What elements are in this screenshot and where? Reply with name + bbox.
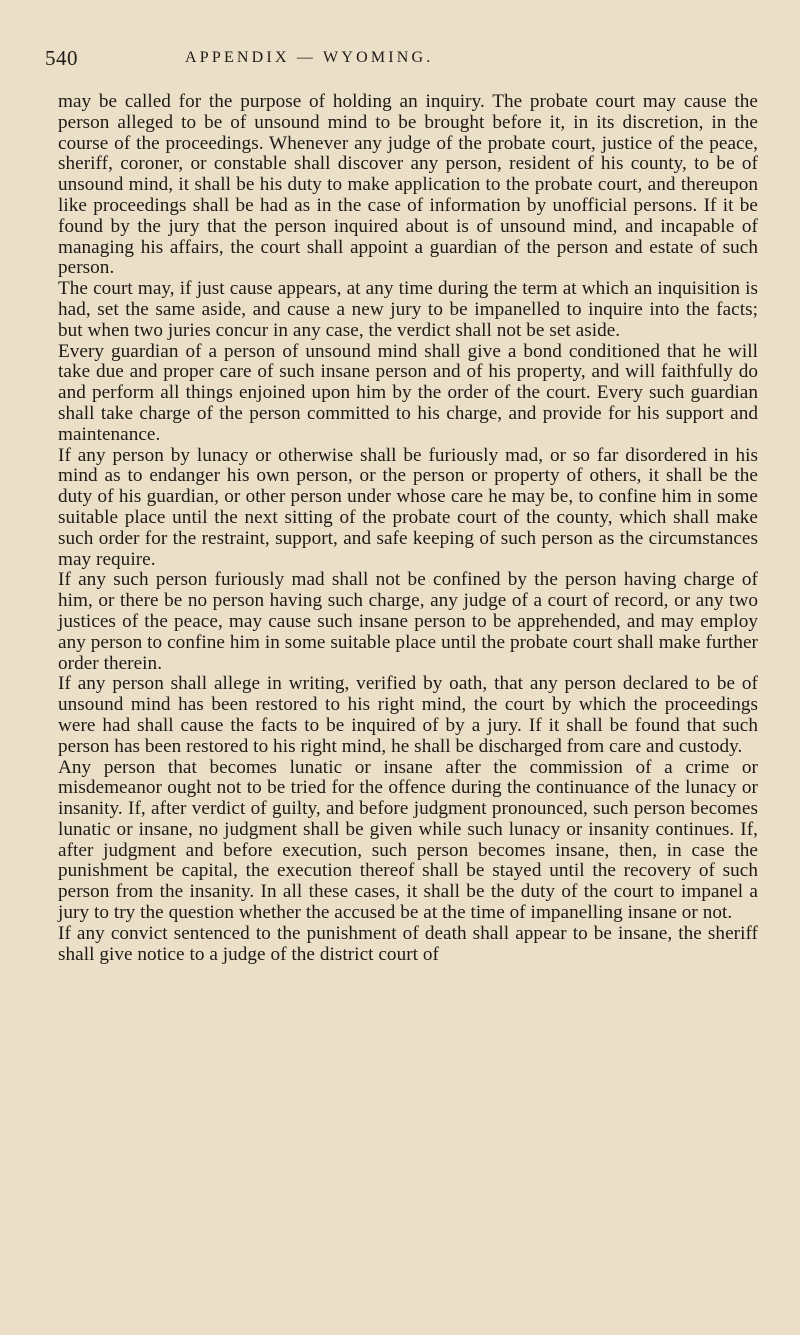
paragraph: The court may, if just cause appears, at any time during the term at which an inquisition is had, set the same aside, and cause a new jury to be impanelled to inquire into the facts; but when two juries concur in any case, the verdict shall not be set aside. (58, 278, 758, 341)
paragraph: If any such person furiously mad shall not be confined by the person having charge of him, or there be no person having such charge, any judge of a court of record, or any two justices of the peace, may cause such insane person to be apprehended, and may employ any person to confine him in some suitable place until the probate court shall make further order therein. (58, 569, 758, 674)
paragraph: If any person shall allege in writing, verified by oath, that any person declared to be of unsound mind has been restored to his right mind, the court by which the proceedings were had shall cause the facts to be inquired of by a jury. If it shall be found that such person has been restored to his right mind, he shall be discharged from care and custody. (58, 673, 758, 757)
page-number: 540 (45, 46, 78, 70)
paragraph: Any person that becomes lunatic or insane after the commission of a crime or misdemeanor ought not to be tried for the offence during the continuance of the lunacy or insanity. If, after verdict of guilty, and before judgment pronounced, such person becomes lunatic or insane, no judgment shall be given while such lunacy or insanity continues. If, after judgment and before execution, such person becomes insane, then, in case the punishment be capital, the execution thereof shall be stayed until the recovery of such person from the insanity. In all these cases, it shall be the duty of the court to impanel a jury to try the question whether the accused be at the time of impanelling insane or not. (58, 756, 758, 924)
page-header (45, 46, 753, 76)
paragraph: If any person by lunacy or otherwise shall be furiously mad, or so far disordered in his mind as to endanger his own person, or the person or property of others, it shall be the duty of his guardian, or other person under whose care he may be, to confine him in some suitable place until the next sitting of the probate court of the county, which shall make such order for the restraint, support, and safe keeping of such person as the circumstances may require. (58, 444, 758, 570)
running-head: APPENDIX — WYOMING. (185, 49, 434, 66)
paragraph: may be called for the purpose of holding an inquiry. The probate court may cause the person alleged to be of unsound mind to be brought before it, in its discretion, in the course of the proceedings. Whenever any judge of the probate court, justice of the peace, sheriff, coroner, or constable shall discover any person, resident of his county, to be of unsound mind, it shall be his duty to make application to the probate court, and thereupon like proceedings shall be had as in the case of information by unofficial persons. If it be found by the jury that the person inquired about is of unsound mind, and incapable of managing his affairs, the court shall appoint a guardian of the person and estate of such person. (58, 91, 758, 279)
paragraph: Every guardian of a person of unsound mind shall give a bond conditioned that he will take due and proper care of such insane person and of his property, and will faithfully do and perform all things enjoined upon him by the order of the court. Every such guardian shall take charge of the person committed to his charge, and provide for his support and maintenance. (58, 340, 758, 445)
body-text (58, 92, 758, 965)
paragraph: If any convict sentenced to the punishment of death shall appear to be insane, the sheriff shall give notice to a judge of the district court of (58, 922, 758, 965)
